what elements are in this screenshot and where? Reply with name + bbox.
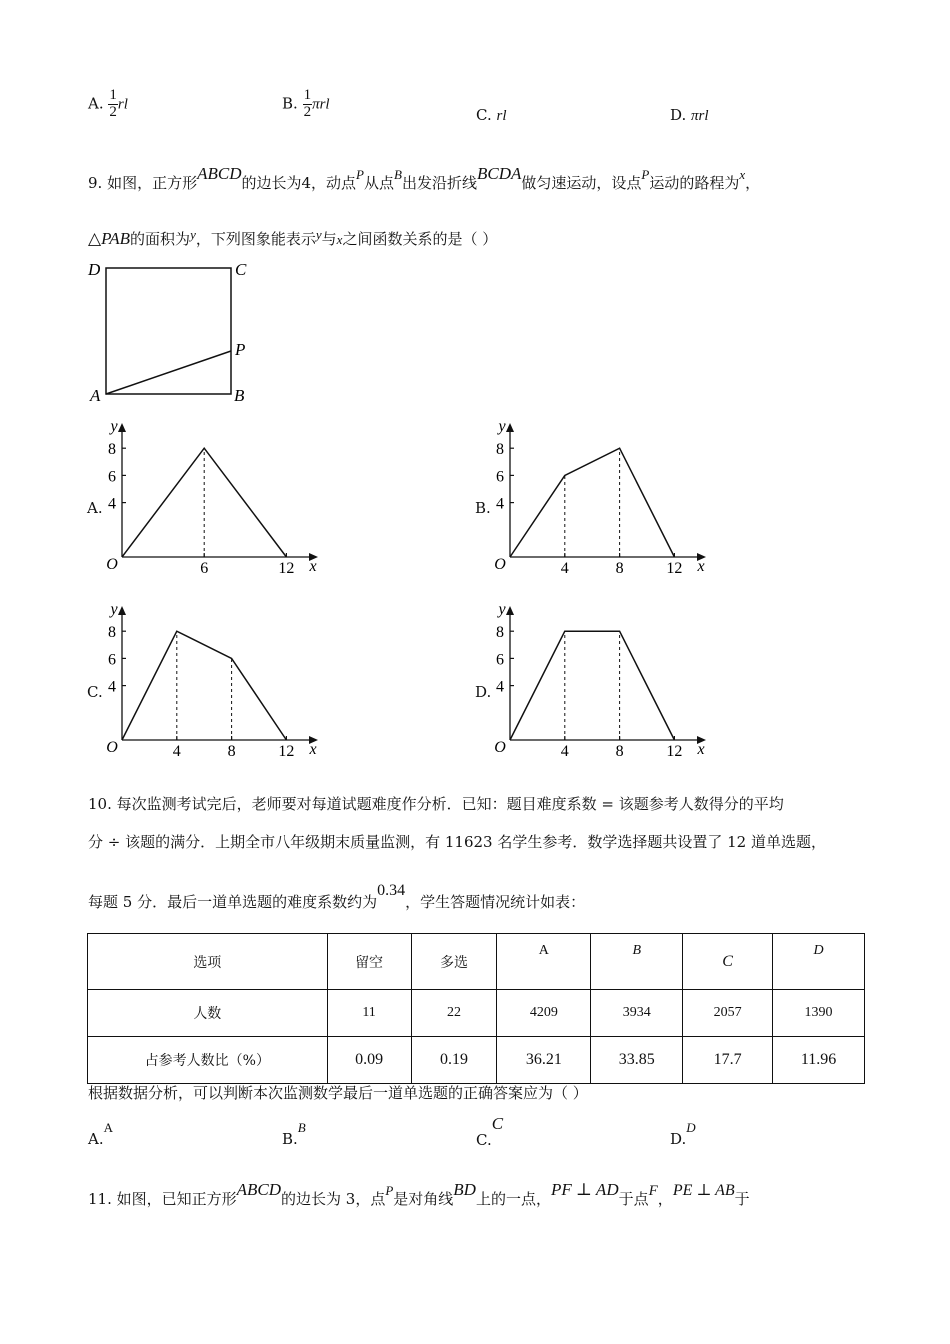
table-cell: 36.21	[497, 1037, 591, 1084]
origin-label: O	[106, 556, 118, 573]
q10-line3	[88, 882, 586, 912]
y-tick-label: 4	[496, 495, 504, 513]
y-tick-label: 6	[496, 468, 504, 486]
table-cell: 17.7	[683, 1037, 773, 1084]
x-tick-label: 8	[227, 743, 236, 760]
q10-option-b	[282, 1118, 306, 1148]
math: BCDA	[476, 164, 522, 183]
q8-option-a	[88, 88, 128, 121]
option-label: B.	[282, 94, 298, 113]
q8-option-b	[282, 88, 330, 121]
x-tick-label: 8	[615, 560, 624, 577]
x-tick-label: 8	[615, 743, 624, 760]
math: △PAB	[88, 229, 131, 248]
y-axis-label: y	[498, 601, 506, 618]
q10-option-a	[88, 1118, 113, 1148]
y-axis-label: y	[110, 601, 118, 618]
option-expr: rl	[496, 108, 507, 124]
graph-b	[488, 415, 718, 580]
math: P	[356, 167, 364, 182]
table-cell: 多选	[411, 934, 497, 990]
q10-after-text: 根据数据分析，可以判断本次监测数学最后一道单选题的正确答案应为（ ）	[88, 1084, 588, 1102]
x-tick-label: 4	[560, 743, 569, 760]
math: y	[315, 227, 322, 242]
option-value: A	[103, 1120, 113, 1135]
text: 11. 如图，已知正方形	[88, 1190, 237, 1208]
q11-line1	[88, 1180, 750, 1209]
y-tick-label: 8	[108, 441, 116, 459]
q10-line1: 10. 每次监测考试完后，老师要对每道试题难度作分析．已知：题目难度系数 = 该题参考人数得分的平均	[88, 795, 784, 813]
q10-line2: 分 ÷ 该题的满分．上期全市八年级期末质量监测，有 11623 名学生参考．数学选择题共设置了 12 道单选题，	[88, 833, 826, 851]
x-tick-label: 12	[278, 743, 295, 760]
origin-label: O	[494, 556, 506, 573]
table-row	[88, 990, 865, 1037]
text: 的边长为 3，点	[281, 1190, 386, 1208]
math: ABCD	[197, 164, 242, 183]
text: ，下列图象能表示	[195, 230, 316, 248]
y-tick-label: 6	[108, 468, 116, 486]
math: P	[641, 167, 650, 182]
text: 的边长为4，动点	[241, 174, 357, 192]
text: 做匀速运动，设点	[521, 174, 642, 192]
q10-option-d	[670, 1118, 696, 1148]
text: 于点	[618, 1190, 649, 1208]
fraction: $\frac{1}{2}$	[109, 87, 117, 120]
square-abcd	[106, 268, 231, 394]
answer-stats-table	[87, 933, 865, 1084]
table-cell: 3934	[591, 990, 683, 1037]
x-tick-label: 12	[278, 560, 295, 577]
table-cell: 11.96	[773, 1037, 865, 1084]
text: ，	[745, 174, 761, 192]
table-cell: C	[683, 934, 773, 990]
table-cell: 0.19	[411, 1037, 497, 1084]
option-expr: πrl	[312, 96, 330, 113]
option-label: C.	[476, 1131, 492, 1149]
text: 9. 如图，正方形	[88, 174, 198, 192]
text: 是对角线	[393, 1190, 454, 1208]
graph-a-label: A.	[87, 499, 103, 517]
graph-a	[100, 415, 330, 580]
x-tick-label: 12	[666, 743, 683, 760]
y-tick-label: 6	[496, 651, 504, 669]
x-tick-label: 4	[560, 560, 569, 577]
math: B	[394, 167, 402, 182]
label-p: P	[235, 340, 246, 359]
text: 运动的路程为	[649, 174, 740, 192]
table-cell: 人数	[88, 990, 328, 1037]
y-tick-label: 4	[108, 678, 116, 696]
table-cell: 1390	[773, 990, 865, 1037]
label-b: B	[234, 386, 245, 405]
math: PE ⊥ AB	[672, 1182, 735, 1199]
text: ，	[657, 1190, 673, 1208]
math: x	[336, 232, 343, 247]
graph-d	[488, 598, 718, 763]
graph-c-label: C.	[87, 683, 103, 701]
text: 从点	[363, 174, 394, 192]
y-tick-label: 8	[496, 624, 504, 642]
q8-option-d	[670, 106, 709, 125]
x-tick-label: 12	[666, 560, 683, 577]
table-row	[88, 934, 865, 990]
text: 出发沿折线	[401, 174, 477, 192]
graph-c	[100, 598, 330, 763]
origin-label: O	[106, 739, 118, 756]
text: 于	[734, 1190, 750, 1208]
y-axis-arrow	[506, 423, 514, 432]
option-label: A.	[88, 1130, 104, 1148]
math: F	[648, 1183, 658, 1199]
q8-option-c	[476, 106, 507, 125]
table-row	[88, 1037, 865, 1084]
origin-label: O	[494, 739, 506, 756]
q10-option-c	[476, 1114, 504, 1149]
table-cell: D	[773, 934, 865, 990]
table-cell: B	[591, 934, 683, 990]
math: ABCD	[236, 1180, 282, 1199]
math: 0.34	[377, 882, 406, 899]
table-cell: A	[497, 934, 591, 990]
graph-d-label: D.	[475, 683, 492, 701]
y-axis-arrow	[506, 606, 514, 615]
fraction: $\frac{1}{2}$	[303, 87, 312, 120]
option-value: D	[686, 1120, 696, 1135]
option-expr: rl	[117, 96, 128, 113]
text: 与	[321, 230, 337, 248]
math: PF ⊥ AD	[550, 1180, 619, 1199]
text: 之间函数关系的是（ ）	[342, 230, 498, 248]
x-tick-label: 4	[172, 743, 181, 760]
math: P	[385, 1183, 394, 1198]
table-cell: 留空	[327, 934, 411, 990]
y-tick-label: 8	[108, 624, 116, 642]
y-axis-label: y	[110, 418, 118, 435]
option-value: C	[491, 1114, 504, 1133]
table-cell: 选项	[88, 934, 328, 990]
math: BD	[453, 1180, 476, 1199]
y-axis-arrow	[118, 606, 126, 615]
option-label: C.	[476, 106, 492, 124]
option-label: A.	[88, 94, 104, 113]
q9-line1	[88, 164, 761, 193]
function-line	[510, 631, 674, 740]
table-cell: 2057	[683, 990, 773, 1037]
y-tick-label: 8	[496, 441, 504, 459]
segment-ap	[106, 351, 231, 394]
option-value: B	[297, 1120, 306, 1135]
q9-line2	[88, 228, 497, 249]
y-tick-label: 4	[496, 678, 504, 696]
math: x	[739, 167, 746, 182]
table-cell: 22	[411, 990, 497, 1037]
square-figure	[85, 255, 265, 405]
table-cell: 占参考人数比（%）	[88, 1037, 328, 1084]
y-tick-label: 4	[108, 495, 116, 513]
y-axis-label: y	[498, 418, 506, 435]
text: 每题 5 分．最后一道单选题的难度系数约为	[88, 893, 378, 911]
function-line	[510, 448, 674, 557]
table-cell: 11	[327, 990, 411, 1037]
label-a: A	[90, 386, 101, 405]
x-axis-label: x	[309, 741, 317, 758]
table-cell: 4209	[497, 990, 591, 1037]
x-axis-label: x	[697, 558, 705, 575]
text: 上的一点，	[475, 1190, 551, 1208]
text: 的面积为	[130, 230, 191, 248]
x-tick-label: 6	[200, 560, 209, 577]
function-line	[122, 631, 286, 740]
label-d: D	[88, 260, 101, 279]
label-c: C	[235, 260, 247, 279]
table-cell: 0.09	[327, 1037, 411, 1084]
option-label: B.	[282, 1130, 298, 1148]
math: y	[190, 227, 196, 242]
option-expr: πrl	[691, 108, 709, 124]
x-axis-label: x	[697, 741, 705, 758]
graph-b-label: B.	[475, 499, 491, 517]
table-cell: 33.85	[591, 1037, 683, 1084]
x-axis-label: x	[309, 558, 317, 575]
y-axis-arrow	[118, 423, 126, 432]
option-label: D.	[670, 1130, 687, 1148]
option-label: D.	[670, 106, 687, 124]
y-tick-label: 6	[108, 651, 116, 669]
text: ，学生答题情况统计如表：	[405, 893, 586, 911]
